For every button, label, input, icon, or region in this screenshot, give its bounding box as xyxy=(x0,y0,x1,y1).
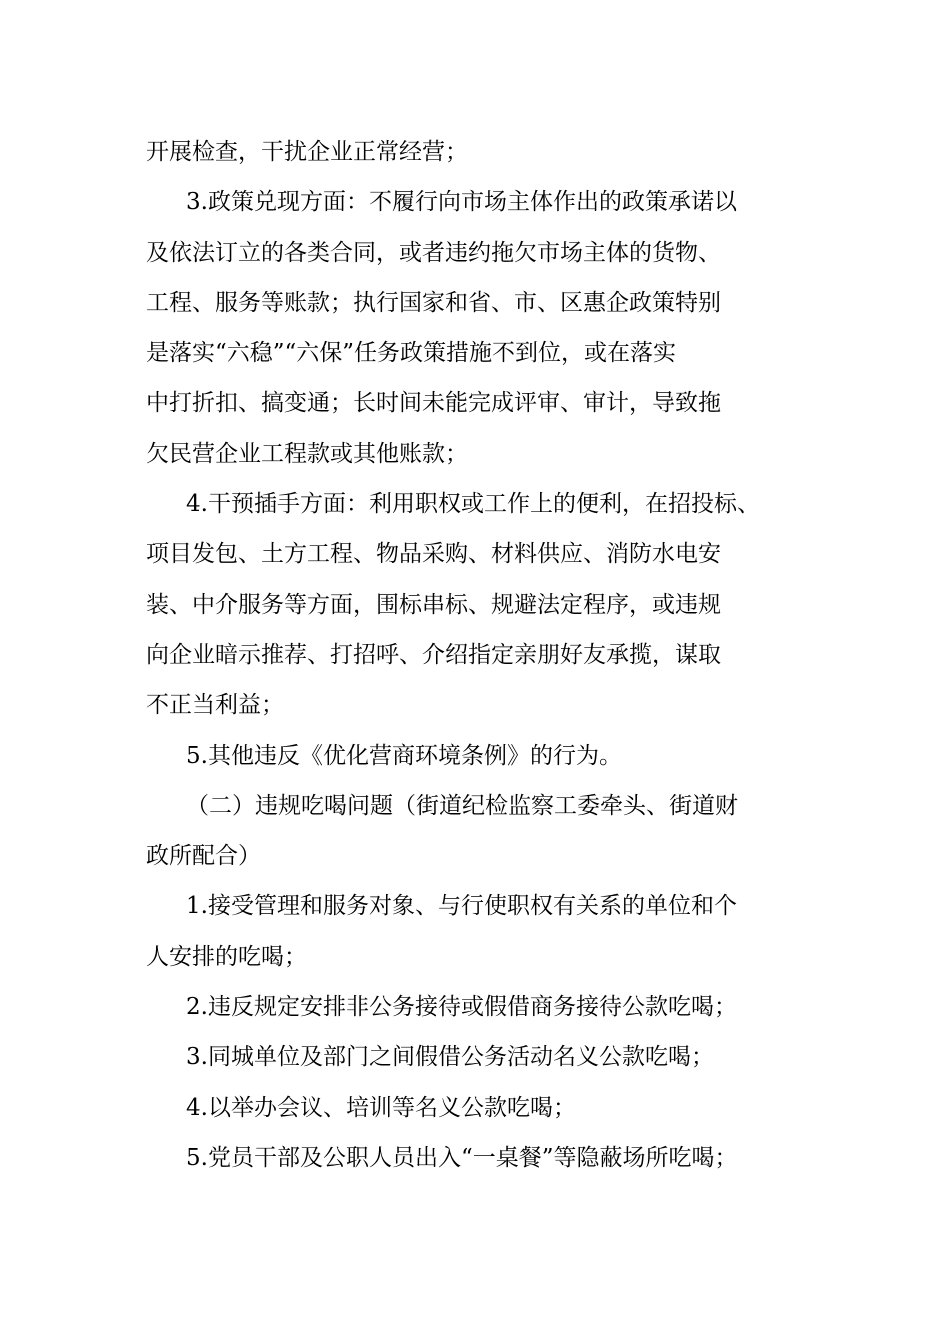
text-line: 5.党员干部及公职人员出入“一桌餐”等隐蔽场所吃喝； xyxy=(186,1144,738,1171)
text-line: 2.违反规定安排非公务接待或假借商务接待公款吃喝； xyxy=(186,994,737,1021)
text-line: 4.干预插手方面：利用职权或工作上的便利，在招投标、 xyxy=(186,491,760,518)
text-line: 向企业暗示推荐、打招呼、介绍指定亲朋好友承揽，谋取 xyxy=(146,641,721,668)
text-line: 开展检查，干扰企业正常经营； xyxy=(146,139,468,165)
text-line: 欠民营企业工程款或其他账款； xyxy=(146,440,468,467)
text-line: 3.政策兑现方面：不履行向市场主体作出的政策承诺以 xyxy=(186,189,737,216)
text-line: 是落实“六稳”“六保”任务政策措施不到位，或在落实 xyxy=(146,340,677,367)
text-line: 工程、服务等账款；执行国家和省、市、区惠企政策特别 xyxy=(146,289,721,316)
text-line: 中打折扣、搞变通；长时间未能完成评审、审计，导致拖 xyxy=(146,390,721,417)
text-line: 装、中介服务等方面，围标串标、规避法定程序，或违规 xyxy=(146,591,721,618)
text-line: 人安排的吃喝； xyxy=(146,943,307,970)
text-line: 政所配合） xyxy=(146,843,261,870)
text-line: 项目发包、土方工程、物品采购、材料供应、消防水电安 xyxy=(146,541,721,568)
text-line: 1.接受管理和服务对象、与行使职权有关系的单位和个 xyxy=(186,893,737,920)
text-line: 3.同城单位及部门之间假借公务活动名义公款吃喝； xyxy=(186,1044,714,1071)
body-text xyxy=(146,127,826,1183)
text-line: 4.以举办会议、培训等名义公款吃喝； xyxy=(186,1094,576,1121)
text-line: 5.其他违反《优化营商环境条例》的行为。 xyxy=(186,742,622,769)
text-line: （二）违规吃喝问题（街道纪检监察工委牵头、街道财 xyxy=(186,792,738,819)
text-line: 不正当利益； xyxy=(146,692,284,719)
text-line: 及依法订立的各类合同，或者违约拖欠市场主体的货物、 xyxy=(146,239,721,266)
